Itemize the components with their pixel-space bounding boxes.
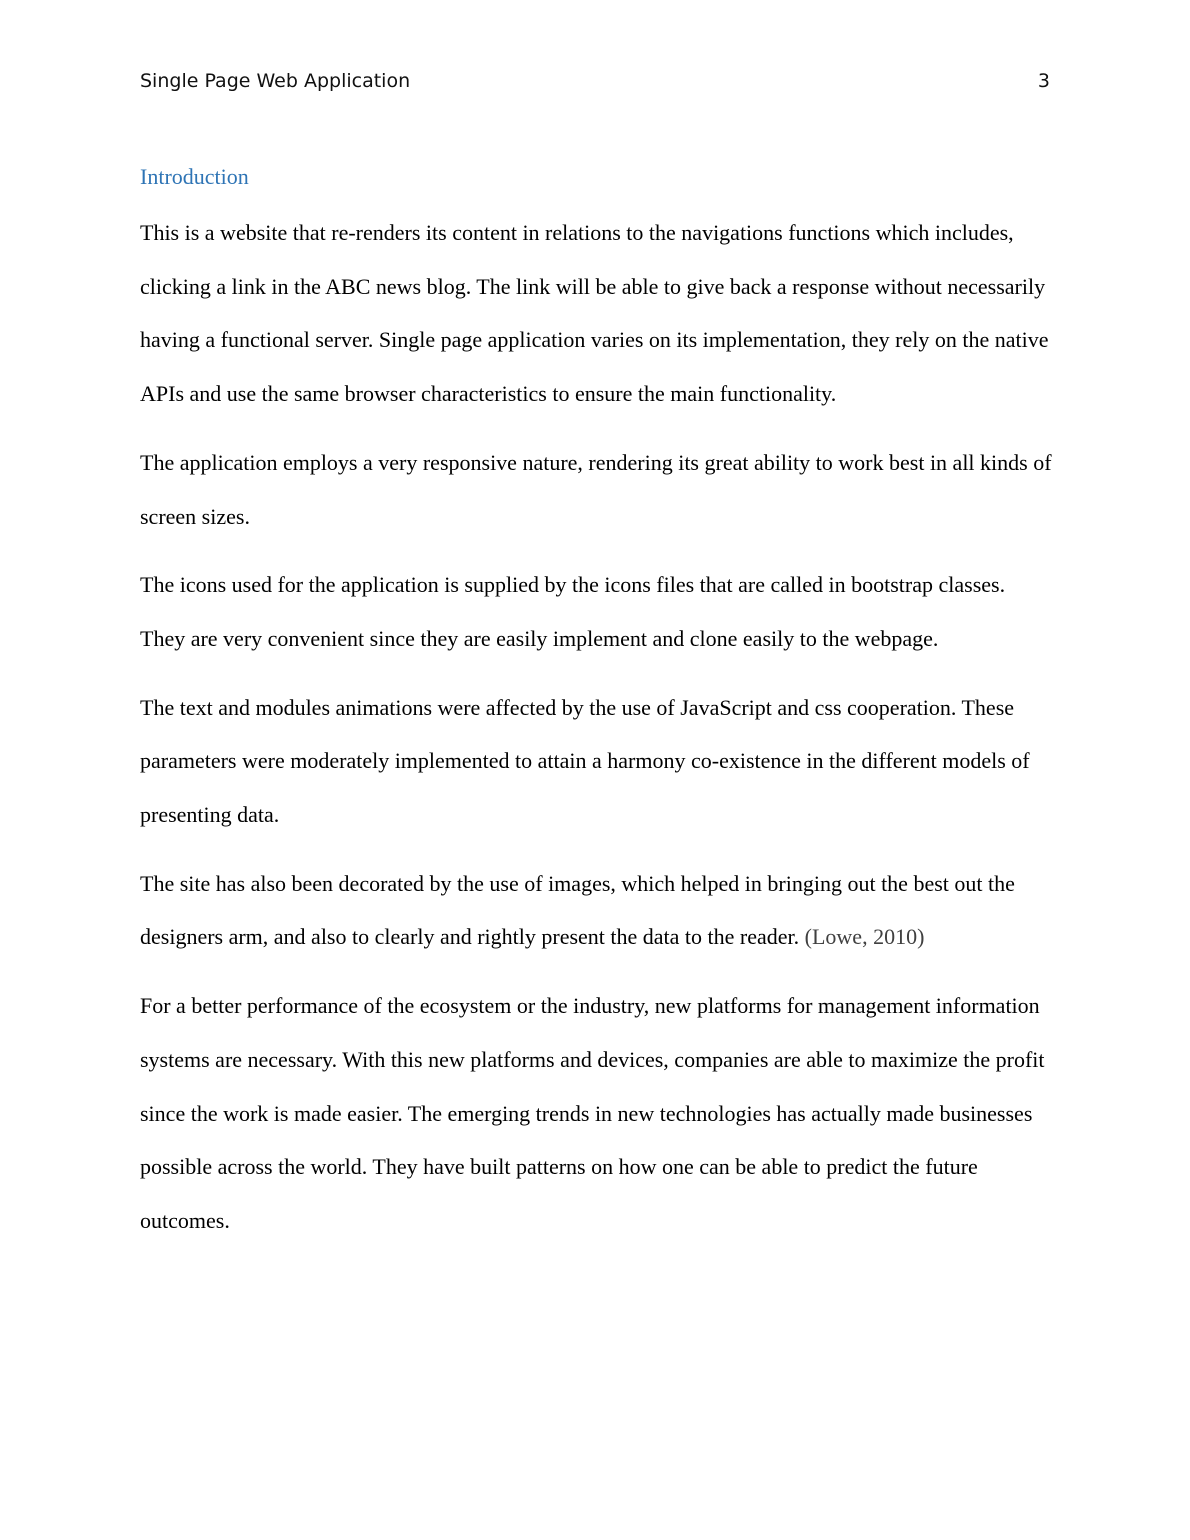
paragraph: [140, 979, 1052, 1248]
citation: (Lowe, 2010): [804, 924, 925, 950]
paragraph: [140, 857, 1052, 964]
paragraph-text: The text and modules animations were affected by the use of JavaScript and css cooperation. These parameters were moderately implemented to attain a harmony co-existence in the different models of presenting data.: [140, 694, 1030, 828]
paragraph-text: The application employs a very responsive nature, rendering its great ability to work best in all kinds of screen sizes.: [140, 449, 1052, 529]
paragraph: [140, 436, 1052, 543]
page-header: [140, 70, 1050, 96]
paragraph-text: This is a website that re-renders its content in relations to the navigations functions which includes, clicking a link in the ABC news blog. The link will be able to give back a response without necessarily having a functional server. Single page application varies on its implementation, they rely on the native APIs and use the same browser characteristics to ensure the main functionality.: [140, 220, 1049, 407]
page-number: 3: [1037, 70, 1050, 92]
section-heading: Introduction: [140, 164, 249, 189]
paragraph: [140, 206, 1052, 421]
paragraph-text: For a better performance of the ecosystem or the industry, new platforms for management information systems are necessary. With this new platforms and devices, companies are able to maximize the profit since the work is made easier. The emerging trends in new technologies has actually made businesses possible across the world. They have built patterns on how one can be able to predict the future outcomes.: [140, 993, 1045, 1233]
paragraph-text: The site has also been decorated by the use of images, which helped in bringing out the best out the designers arm, and also to clearly and rightly present the data to the reader.: [140, 870, 1015, 950]
paragraph: [140, 681, 1052, 842]
running-head-title: Single Page Web Application: [140, 70, 411, 92]
document-body: [140, 162, 1052, 1248]
paragraph-text: The icons used for the application is supplied by the icons files that are called in bootstrap classes. They are very convenient since they are easily implement and clone easily to the webpage.: [140, 572, 1006, 651]
paragraph: [140, 558, 1052, 665]
